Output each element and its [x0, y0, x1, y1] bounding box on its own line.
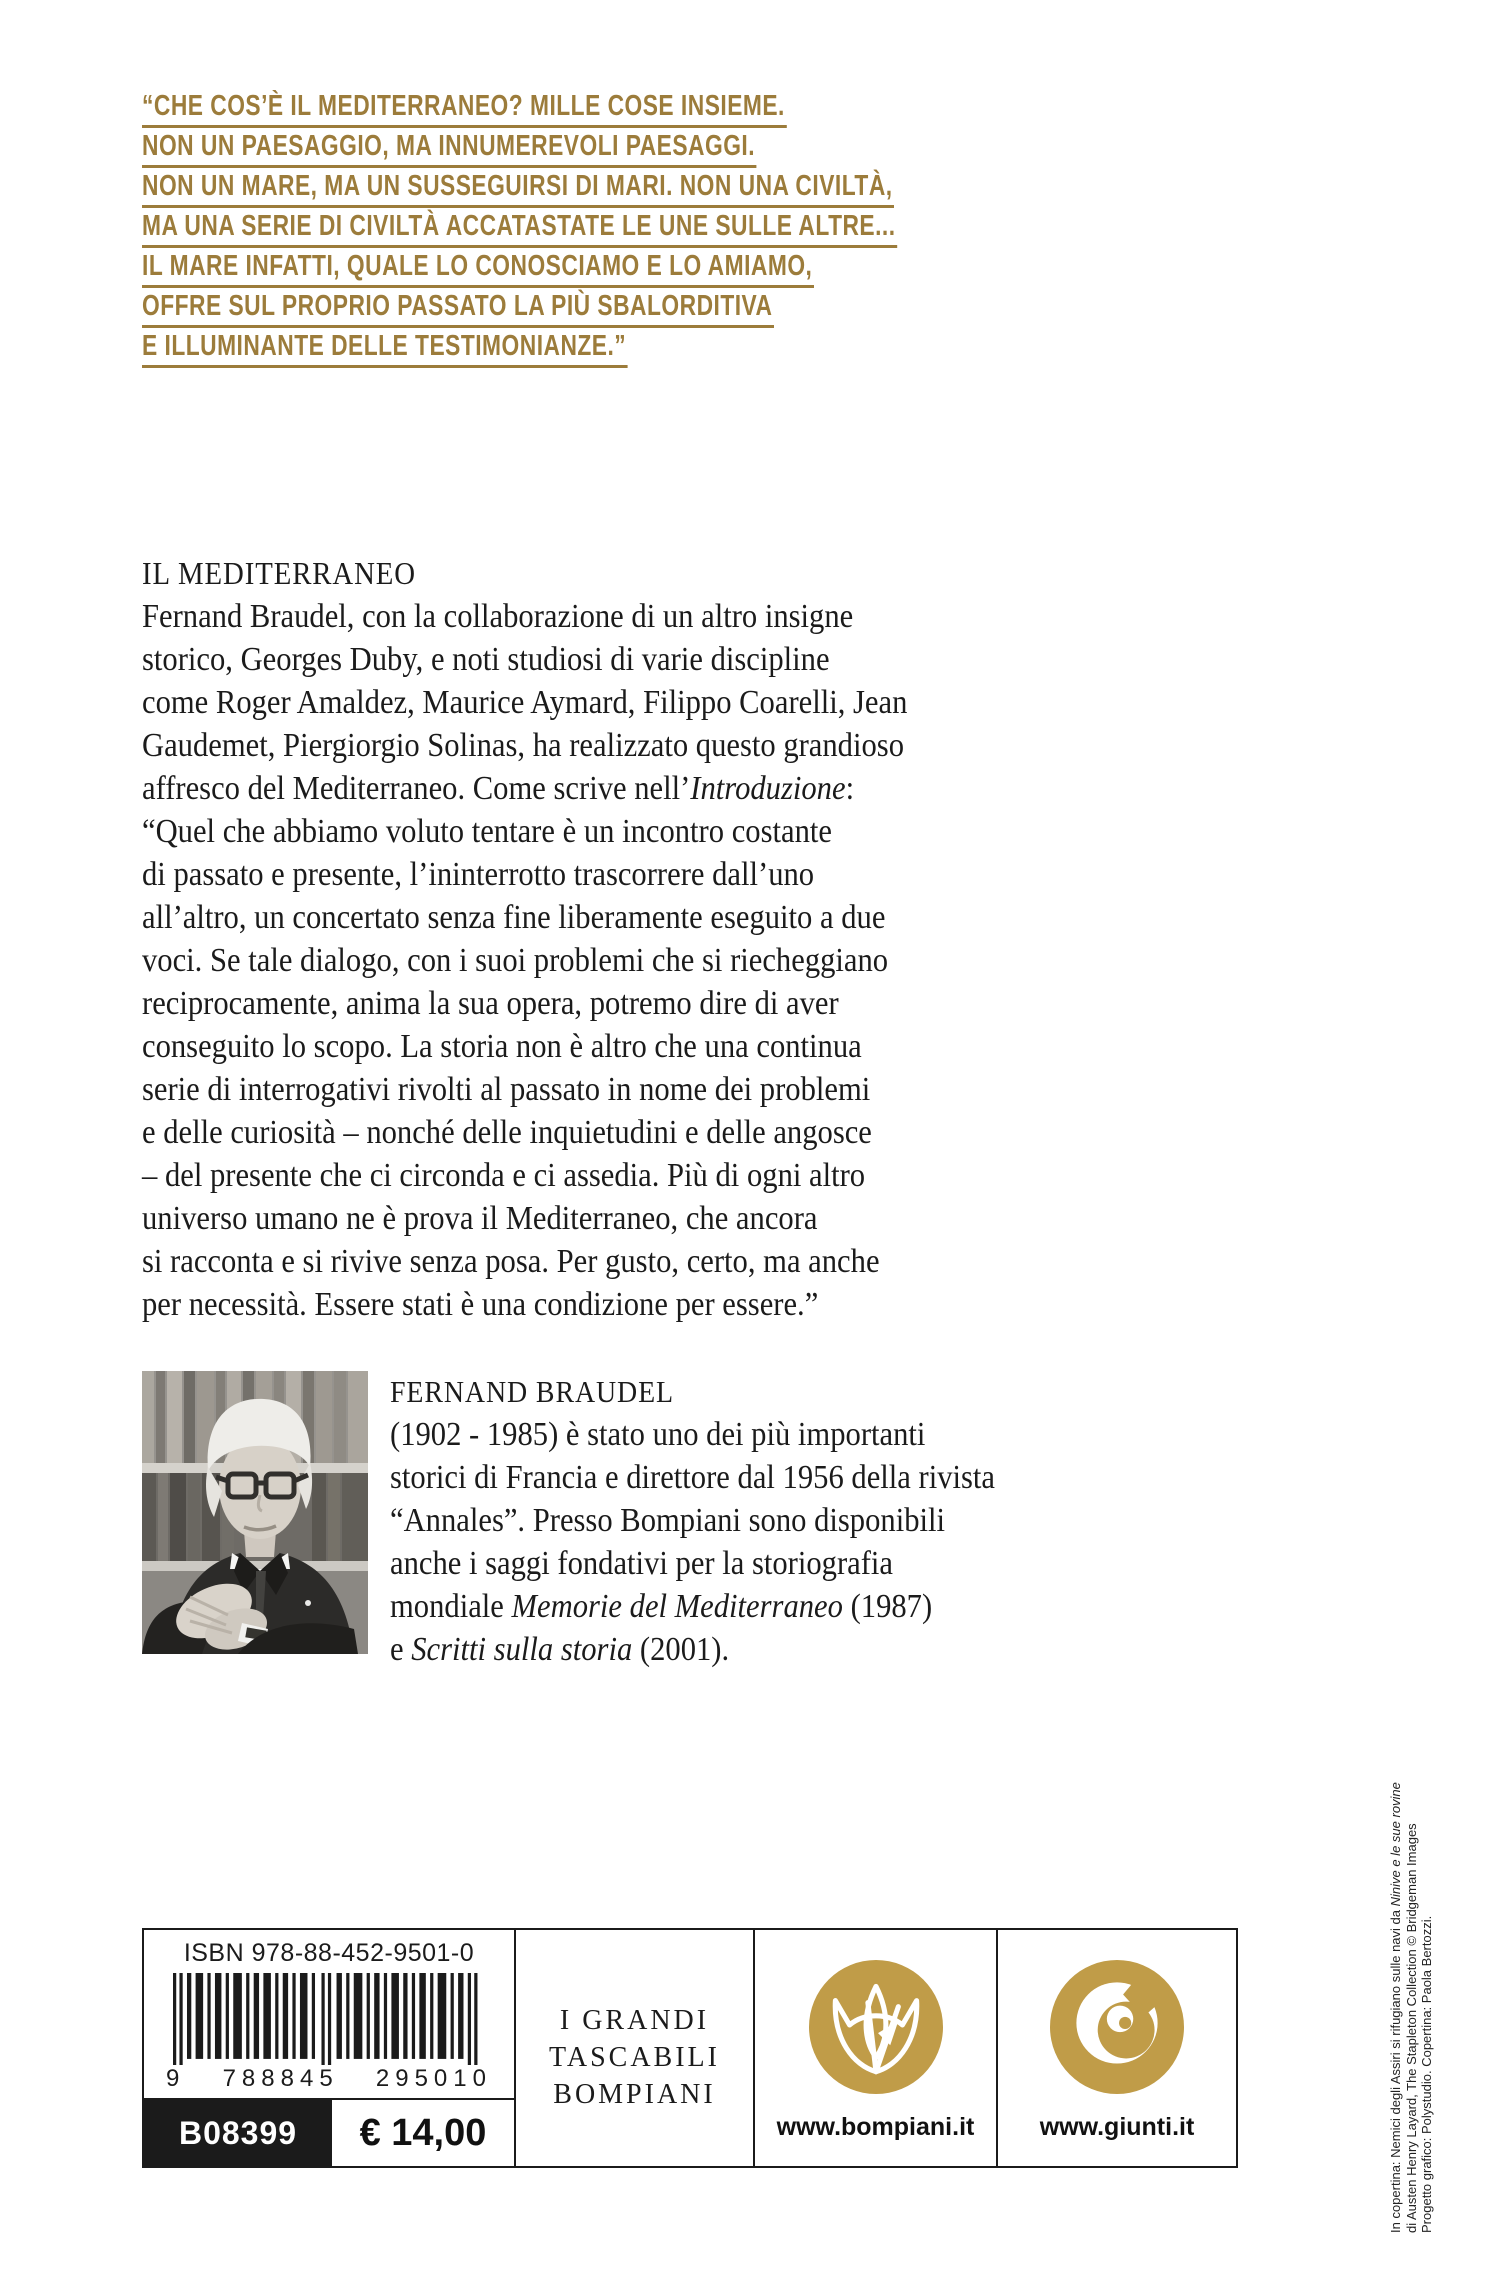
- author-portrait-photo: [142, 1371, 368, 1654]
- edition-code-badge: B08399: [144, 2100, 332, 2166]
- barcode-digit-group: 788845: [222, 2065, 339, 2092]
- barcode: [173, 1973, 485, 2077]
- bompiani-panel: [753, 1928, 998, 2168]
- barcode-digit-group: 295010: [375, 2065, 492, 2092]
- synopsis: [142, 552, 907, 1326]
- synopsis-text: Fernand Braudel, con la collaborazione di un altro insigne storico, Georges Duby, e noti studiosi di varie discipline come Roger Amaldez, Maurice Aymard, Filippo Coarelli, Jean Gaudemet, Piergiorgio Solinas, ha realizzato questo grandioso affresco del Mediterraneo. Come scrive nell’Introduzione: “Quel che abbiamo voluto tentare è un incontro costante di passato e presente, l’ininterrotto trascorrere dall’uno all’altro, un concertato senza fine liberamente eseguito a due voci. Se tale dialogo, con i suoi problemi che si riecheggiano reciprocamente, anima la sua opera, potremo dire di aver conseguito lo scopo. La storia non è altro che una continua serie di interrogativi rivolti al passato in nome dei problemi e delle curiosità – nonché delle inquietudini e delle angosce – del presente che ci circonda e ci assedia. Più di ogni altro universo umano ne è prova il Mediterraneo, che ancora si racconta e si rivive senza posa. Per gusto, certo, ma anche per necessità. Essere stati è una condizione per essere.”: [142, 598, 908, 1323]
- author-name: FERNAND BRAUDEL: [390, 1374, 674, 1409]
- bompiani-flower-icon: [809, 1960, 943, 2094]
- barcode-digits: [164, 2065, 494, 2093]
- giunti-panel: [996, 1928, 1238, 2168]
- giunti-url: www.giunti.it: [1039, 2113, 1195, 2141]
- isbn-label: ISBN 978-88-452-9501-0: [183, 1939, 475, 1967]
- giunti-spiral-icon: [1050, 1960, 1184, 2094]
- author-portrait-illustration: [142, 1371, 368, 1654]
- series-panel: [514, 1928, 755, 2168]
- author-bio-text: (1902 - 1985) è stato uno dei più importanti storici di Francia e direttore dal 1956 della rivista “Annales”. Presso Bompiani sono disponibili anche i saggi fondativi per la storiografia mondiale Memorie del Mediterraneo (1987) e Scritti sulla storia (2001).: [390, 1416, 996, 1668]
- cover-credits: In copertina: Nemici degli Assiri si rifugiano sulle navi da Ninive e le sue rovine di Austen Henry Layard, The Stapleton Collection © Bridgeman Images Progetto grafico: Polystudio. Copertina: Paola Bertozzi.: [1388, 1782, 1434, 2233]
- price: € 14,00: [359, 2111, 487, 2154]
- barcode-panel: [142, 1928, 516, 2168]
- cover-quote: “CHE COS’È IL MEDITERRANEO? MILLE COSE INSIEME. NON UN PAESAGGIO, MA INNUMEREVOLI PAESAGGI. NON UN MARE, MA UN SUSSEGUIRSI DI MARI. NON UNA CIVILTÀ, MA UNA SERIE DI CIVILTÀ ACCATASTATE LE UNE SULLE ALTRE... IL MARE INFATTI, QUALE LO CONOSCIAMO E LO AMIAMO, OFFRE SUL PROPRIO PASSATO LA PIÙ SBALORDITIVA E ILLUMINANTE DELLE TESTIMONIANZE.”: [142, 92, 897, 372]
- price-row: [144, 2098, 514, 2166]
- book-title: IL MEDITERRANEO: [142, 555, 416, 591]
- bompiani-url: www.bompiani.it: [776, 2113, 975, 2141]
- barcode-digit-group: 9: [166, 2065, 186, 2092]
- series-name: I GRANDI TASCABILI BOMPIANI: [549, 2005, 720, 2110]
- author-bio: [390, 1370, 995, 1671]
